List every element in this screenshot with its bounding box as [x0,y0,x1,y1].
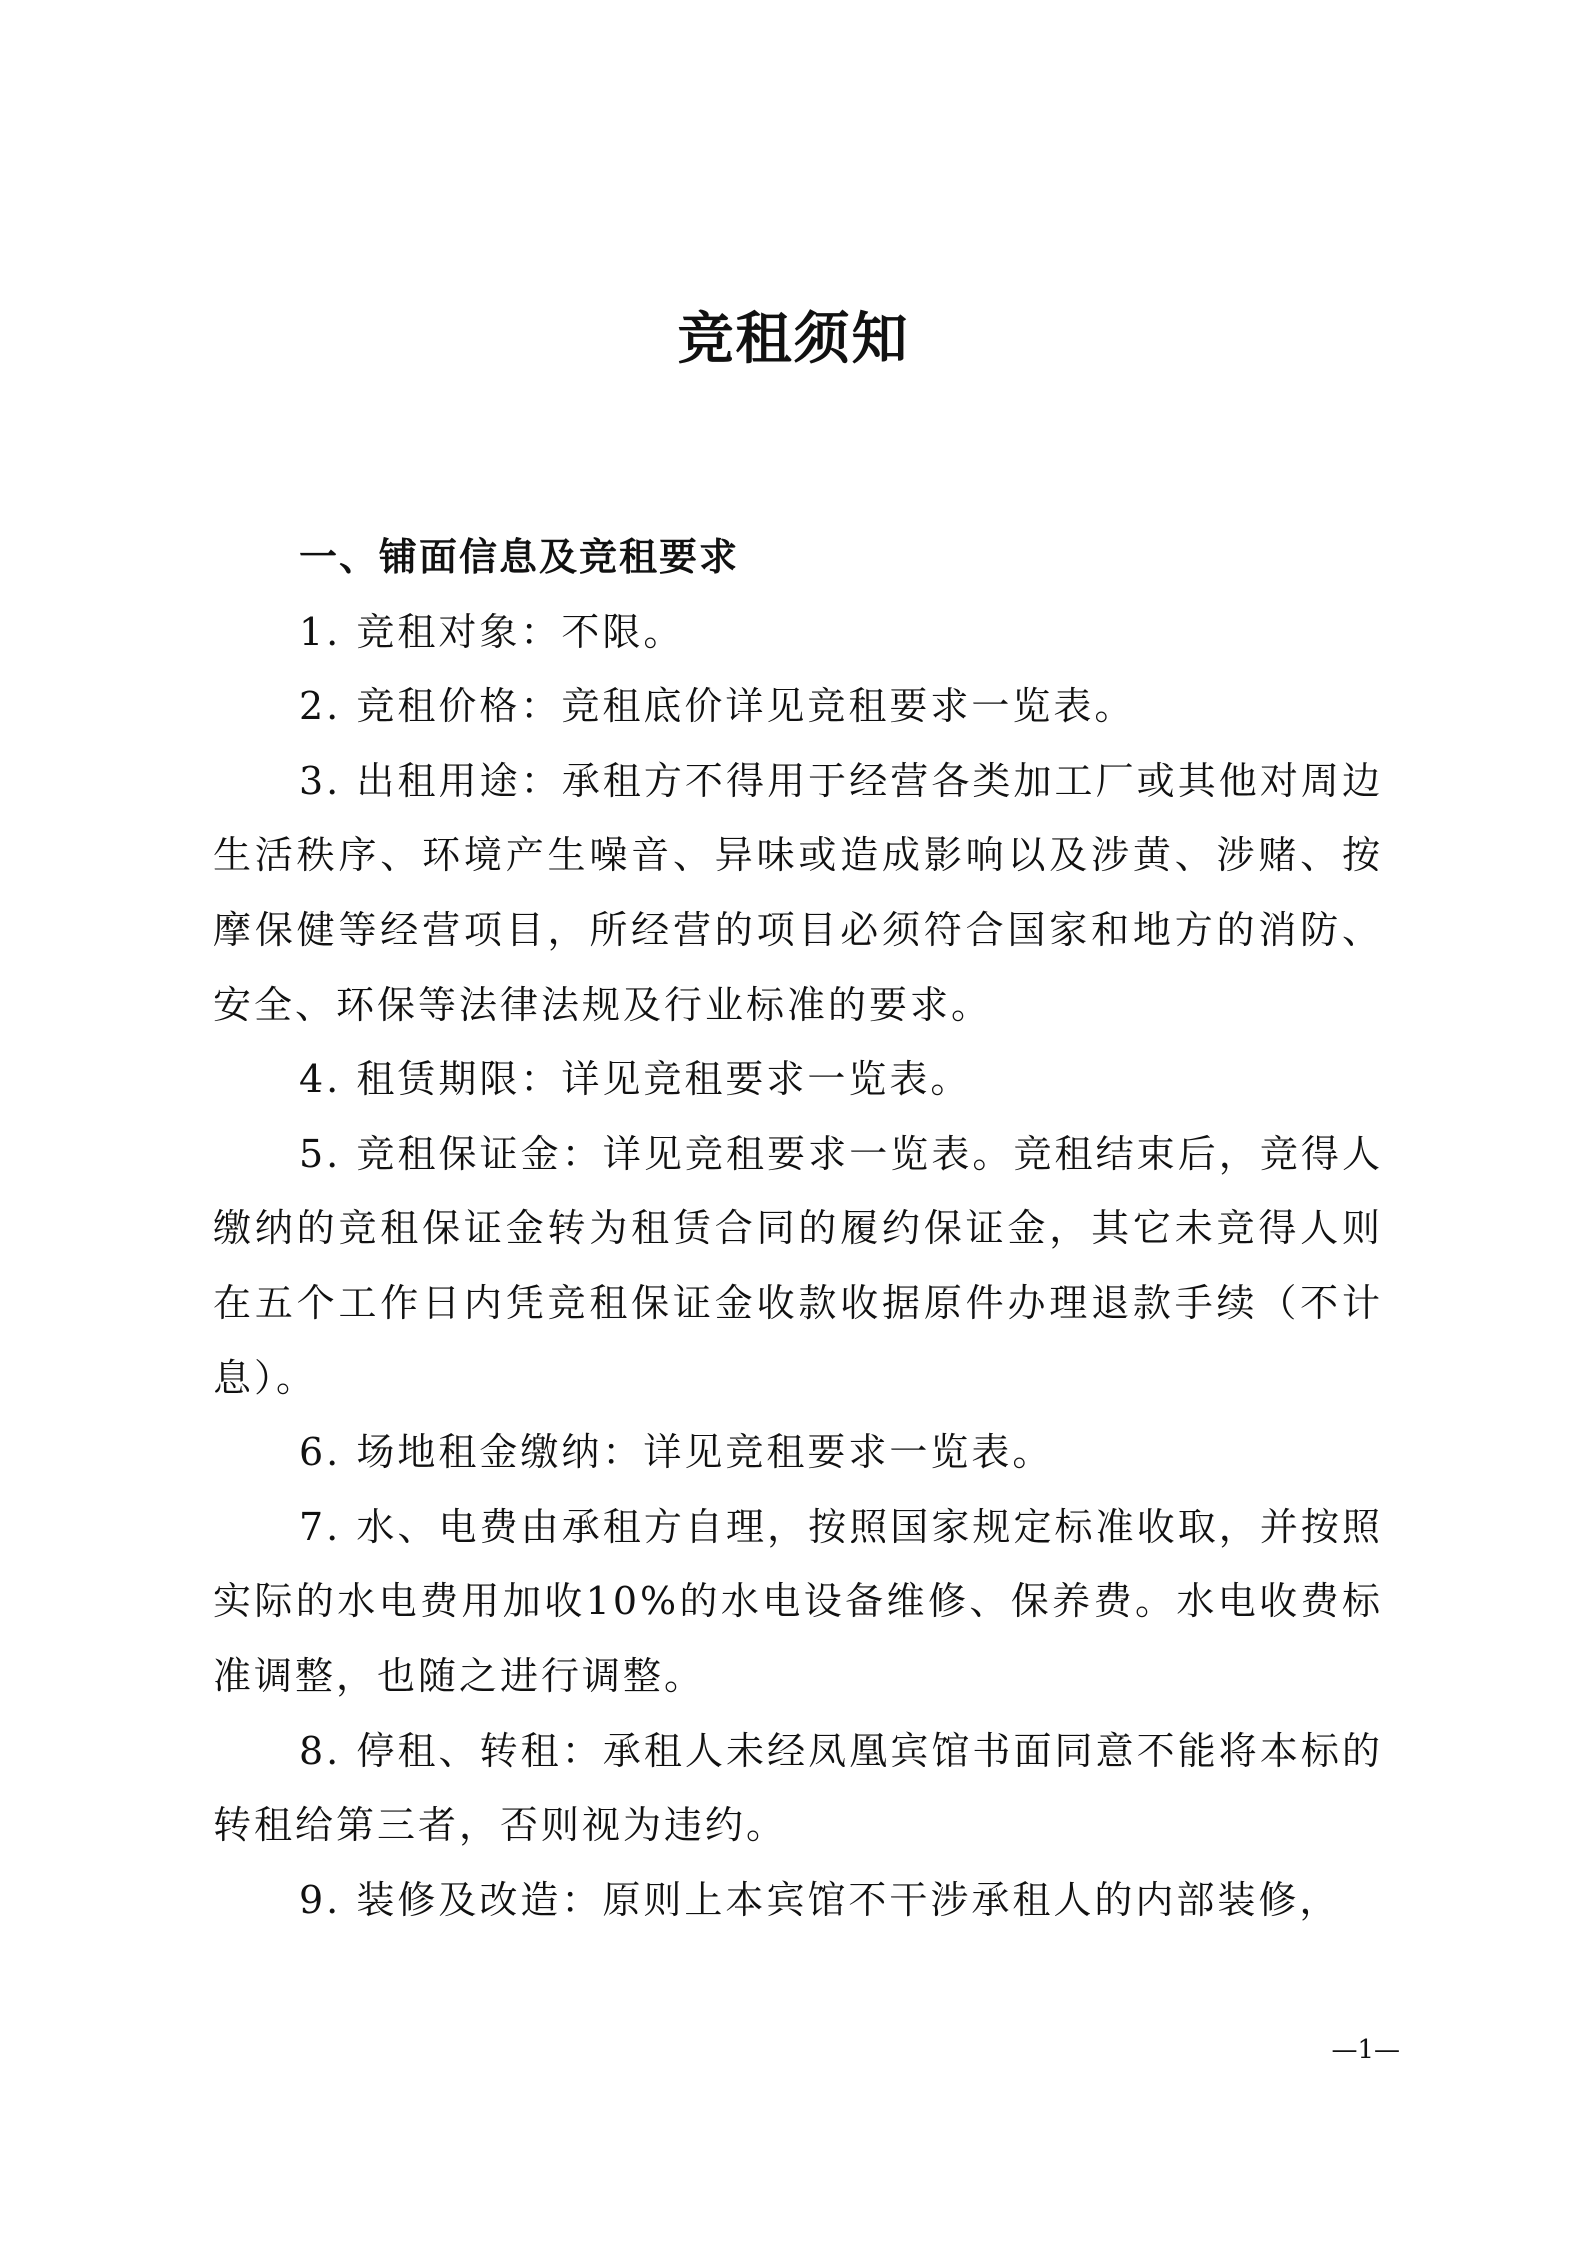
paragraph-8: 8. 停租、转租：承租人未经凤凰宾馆书面同意不能将本标的转租给第三者，否则视为违约。 [213,1728,1383,1848]
document-body [213,520,1383,1937]
paragraph-4: 4. 租赁期限：详见竞租要求一览表。 [299,1057,972,1102]
paragraph-1: 1. 竞租对象：不限。 [299,609,685,654]
paragraph-2: 2. 竞租价格：竞租底价详见竞租要求一览表。 [299,684,1136,729]
paragraph-7: 7. 水、电费由承租方自理，按照国家规定标准收取，并按照实际的水电费用加收10%的水电设备维修、保养费。水电收费标准调整，也随之进行调整。 [213,1504,1383,1698]
paragraph-9: 9. 装修及改造：原则上本宾馆不干涉承租人的内部装修， [299,1877,1341,1922]
document-title: 竞租须知 [677,307,910,372]
page-number: —1— [1331,2035,1400,2065]
section-heading: 一、铺面信息及竞租要求 [299,535,740,579]
paragraph-3: 3. 出租用途：承租方不得用于经营各类加工厂或其他对周边生活秩序、环境产生噪音、异味或造成影响以及涉黄、涉赌、按摩保健等经营项目，所经营的项目必须符合国家和地方的消防、安全、环保等法律法规及行业标准的要求。 [213,758,1383,1027]
paragraph-5: 5. 竞租保证金：详见竞租要求一览表。竞租结束后，竞得人缴纳的竞租保证金转为租赁合同的履约保证金，其它未竞得人则在五个工作日内凭竞租保证金收款收据原件办理退款手续（不计息）。 [213,1131,1383,1400]
paragraph-6: 6. 场地租金缴纳：详见竞租要求一览表。 [299,1430,1054,1475]
